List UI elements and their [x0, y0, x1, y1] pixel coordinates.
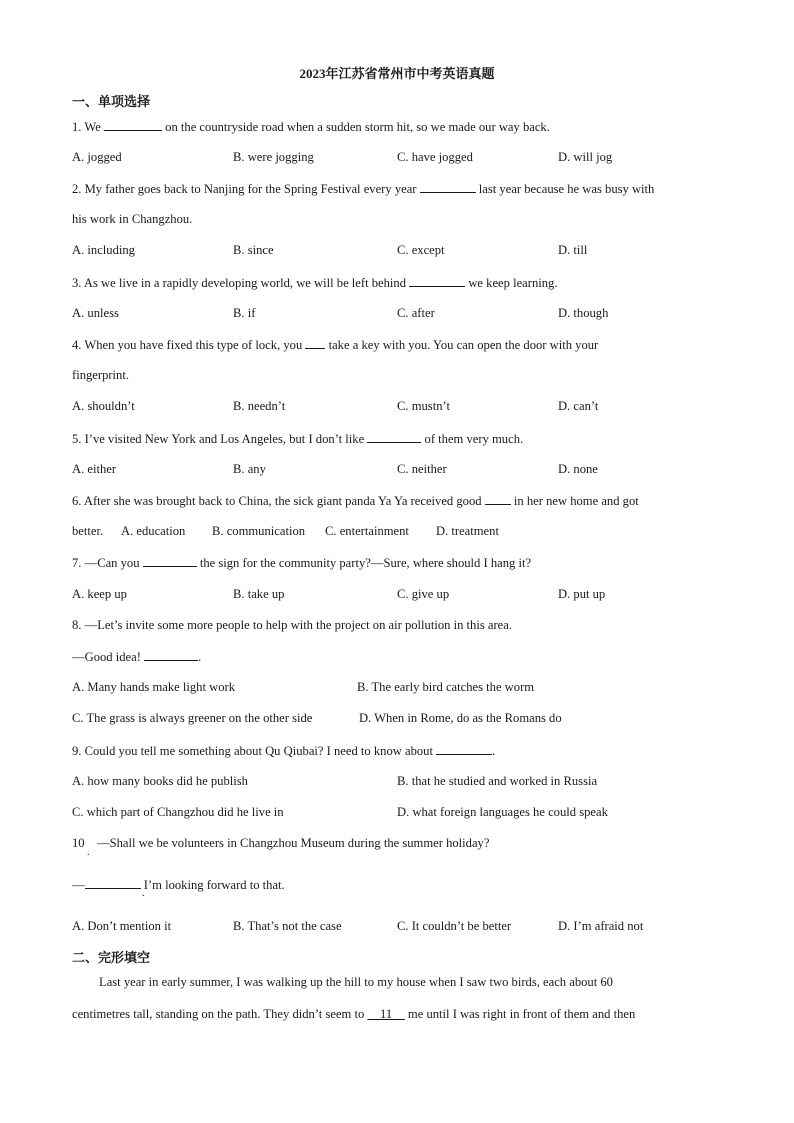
answer-blank: [305, 337, 325, 349]
answer-blank: [104, 119, 162, 131]
question-6-text-before: 6. After she was brought back to China, the sick giant panda Ya Ya received good: [72, 494, 482, 508]
option-c: C. mustn’t: [397, 399, 450, 413]
question-2-continued: his work in Changzhou.: [72, 212, 193, 226]
question-2-text-after: last year because he was busy with: [478, 182, 655, 196]
option-b: B. were jogging: [233, 150, 314, 164]
option-a: A. keep up: [72, 587, 127, 601]
option-a: A. either: [72, 462, 117, 476]
answer-blank: [143, 555, 197, 567]
cloze-text-before: centimetres tall, standing on the path. They didn’t seem to: [72, 1007, 365, 1021]
option-a: A. Many hands make light work: [72, 680, 235, 694]
question-10-reply-before: —: [72, 878, 85, 892]
option-d: D. till: [558, 243, 588, 257]
question-7: [72, 555, 722, 571]
option-b: B. since: [233, 243, 274, 257]
option-a: A. including: [72, 243, 135, 257]
question-8-reply-after: .: [198, 650, 202, 664]
page-title: 2023年江苏省常州市中考英语真题: [299, 66, 495, 81]
option-d: D. put up: [558, 587, 606, 601]
option-d: D. none: [558, 462, 598, 476]
question-10-number-dot: .: [87, 847, 90, 858]
answer-blank: [409, 275, 465, 287]
option-c: C. It couldn’t be better: [397, 919, 512, 933]
option-b: B. That’s not the case: [233, 919, 342, 933]
answer-blank: [144, 649, 198, 661]
answer-blank: [436, 743, 492, 755]
cloze-paragraph-line-2: [72, 1007, 722, 1022]
question-1-text-after: on the countryside road when a sudden storm hit, so we made our way back.: [165, 120, 550, 134]
option-c: C. which part of Changzhou did he live in: [72, 805, 284, 819]
cloze-blank-11: 11: [380, 1007, 393, 1021]
question-9: [72, 743, 722, 759]
question-5-text-after: of them very much.: [424, 432, 524, 446]
question-9-text-after: .: [492, 744, 496, 758]
option-d: D. I’m afraid not: [558, 919, 644, 933]
option-b: B. communication: [212, 524, 306, 538]
question-4-text-before: 4. When you have fixed this type of lock, you: [72, 338, 303, 352]
question-8: 8. —Let’s invite some more people to help with the project on air pollution in this area.: [72, 618, 512, 632]
option-a: A. how many books did he publish: [72, 774, 248, 788]
question-1-text-before: 1. We: [72, 120, 101, 134]
option-d: D. can’t: [558, 399, 599, 413]
option-d: D. treatment: [436, 524, 499, 538]
answer-blank: [85, 877, 141, 889]
question-8-reply-before: —Good idea!: [72, 650, 141, 664]
option-c: C. except: [397, 243, 445, 257]
question-6-continued: better.: [72, 524, 104, 538]
question-2-text-before: 2. My father goes back to Nanjing for the Spring Festival every year: [72, 182, 417, 196]
option-c: C. give up: [397, 587, 450, 601]
answer-blank: [485, 493, 511, 505]
answer-blank: [367, 431, 421, 443]
answer-blank: [420, 181, 476, 193]
question-9-text-before: 9. Could you tell me something about Qu Qiubai? I need to know about: [72, 744, 433, 758]
option-d: D. though: [558, 306, 609, 320]
question-2: [72, 181, 722, 197]
option-d: D. When in Rome, do as the Romans do: [359, 711, 562, 725]
question-6-text-after: in her new home and got: [513, 494, 639, 508]
question-3: [72, 275, 722, 291]
option-a: A. unless: [72, 306, 119, 320]
question-10-reply: [72, 877, 722, 893]
question-7-text-after: the sign for the community party?—Sure, where should I hang it?: [199, 556, 532, 570]
question-6: [72, 493, 722, 509]
option-b: B. any: [233, 462, 266, 476]
question-3-text-after: we keep learning.: [468, 276, 558, 290]
question-4-continued: fingerprint.: [72, 368, 130, 382]
option-b: B. needn’t: [233, 399, 286, 413]
option-b: B. that he studied and worked in Russia: [397, 774, 598, 788]
option-b: B. take up: [233, 587, 285, 601]
option-c: C. after: [397, 306, 435, 320]
option-a: A. jogged: [72, 150, 122, 164]
cloze-text-after: me until I was right in front of them and then: [407, 1007, 636, 1021]
question-4-text-after: take a key with you. You can open the door with your: [328, 338, 599, 352]
question-5: [72, 431, 722, 447]
option-a: A. Don’t mention it: [72, 919, 172, 933]
question-5-text-before: 5. I’ve visited New York and Los Angeles, but I don’t like: [72, 432, 365, 446]
section-heading-single-choice: 一、单项选择: [72, 94, 151, 109]
option-c: C. entertainment: [325, 524, 409, 538]
section-heading-cloze: 二、完形填空: [72, 950, 151, 965]
question-10-number: 10: [72, 836, 85, 850]
option-d: D. will jog: [558, 150, 613, 164]
option-c: C. have jogged: [397, 150, 473, 164]
question-3-text-before: 3. As we live in a rapidly developing world, we will be left behind: [72, 276, 407, 290]
option-a: A. education: [121, 524, 186, 538]
cloze-paragraph-line-1: Last year in early summer, I was walking up the hill to my house when I saw two birds, each about 60: [99, 975, 613, 989]
question-4: [72, 337, 722, 353]
question-8-reply: [72, 649, 722, 665]
option-c: C. The grass is always greener on the other side: [72, 711, 313, 725]
option-a: A. shouldn’t: [72, 399, 135, 413]
option-d: D. what foreign languages he could speak: [397, 805, 608, 819]
question-1: [72, 119, 722, 135]
option-b: B. if: [233, 306, 256, 320]
option-c: C. neither: [397, 462, 447, 476]
option-b: B. The early bird catches the worm: [357, 680, 535, 694]
question-10: —Shall we be volunteers in Changzhou Museum during the summer holiday?: [97, 836, 490, 850]
question-10-blank-dot: .: [142, 888, 145, 899]
question-7-text-before: 7. —Can you: [72, 556, 140, 570]
question-10-reply-after: I’m looking forward to that.: [143, 878, 285, 892]
